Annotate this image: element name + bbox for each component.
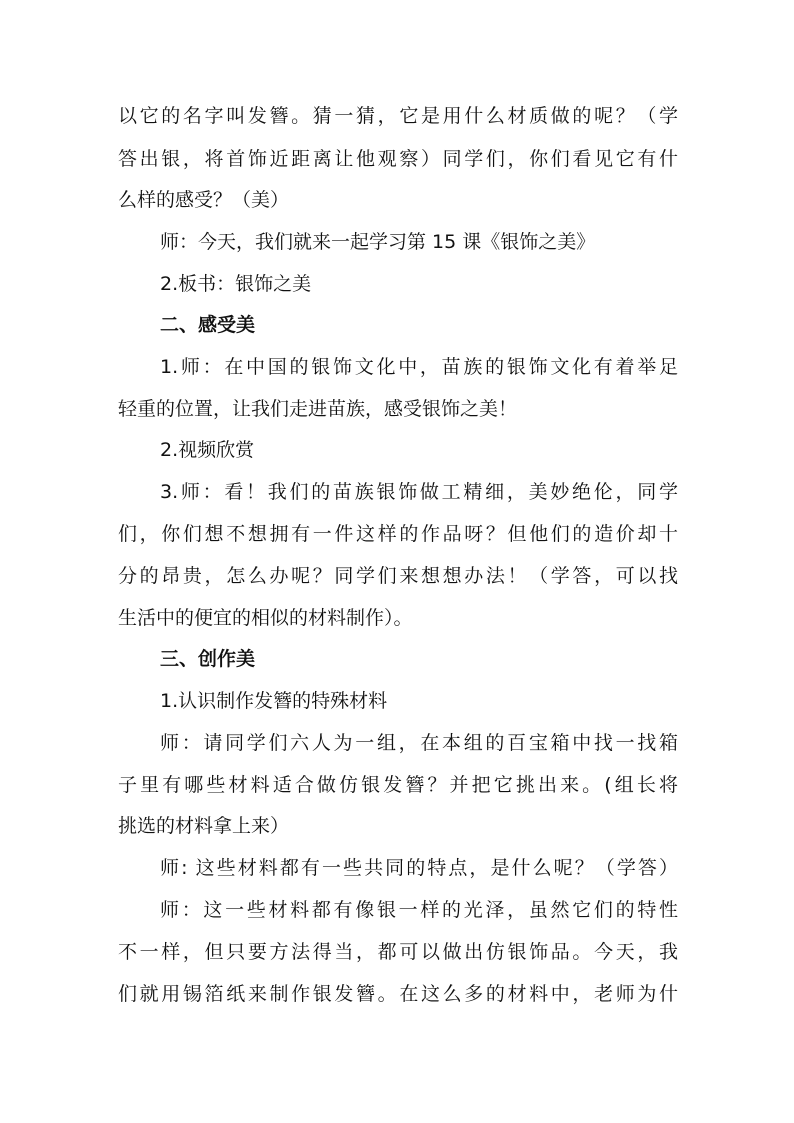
paragraph-line: 生活中的便宜的相似的材料制作）。: [118, 607, 413, 629]
paragraph-line: 师：请同学们六人为一组，在本组的百宝箱中找一找箱: [160, 732, 678, 754]
paragraph-line: 们就用锡箔纸来制作银发簪。在这么多的材料中，老师为什: [118, 983, 678, 1005]
paragraph-line: 师：这一些材料都有像银一样的光泽，虽然它们的特性: [160, 899, 678, 921]
section-heading: 二、感受美: [160, 314, 256, 336]
paragraph-line: 1.认识制作发簪的特殊材料: [160, 690, 388, 712]
paragraph-line: 分的昂贵，怎么办呢？同学们来想想办法！（学答，可以找: [118, 565, 678, 587]
paragraph-line: 3.师：看！我们的苗族银饰做工精细，美妙绝伦，同学: [160, 481, 678, 503]
paragraph-line: 师：今天，我们就来一起学习第 15 课《银饰之美》: [160, 231, 596, 253]
section-heading: 三、创作美: [160, 648, 256, 670]
paragraph-line: 1.师：在中国的银饰文化中，苗族的银饰文化有着举足: [160, 356, 678, 378]
paragraph-line: 2.视频欣赏: [160, 439, 255, 461]
paragraph-line: 轻重的位置，让我们走进苗族，感受银饰之美！: [118, 398, 518, 420]
paragraph-line: 子里有哪些材料适合做仿银发簪？并把它挑出来。(组长将: [118, 774, 678, 796]
paragraph-line: 么样的感受？（美）: [118, 189, 290, 211]
paragraph-line: 不一样，但只要方法得当，都可以做出仿银饰品。今天，我: [118, 941, 678, 963]
paragraph-line: 以它的名字叫发簪。猜一猜，它是用什么材质做的呢？（学: [118, 105, 678, 127]
paragraph-line: 挑选的材料拿上来）: [118, 815, 290, 837]
paragraph-line: 们，你们想不想拥有一件这样的作品呀？但他们的造价却十: [118, 523, 678, 545]
paragraph-line: 2.板书：银饰之美: [160, 273, 312, 295]
paragraph-line: 师: 这些材料都有一些共同的特点，是什么呢？（学答）: [160, 857, 678, 879]
paragraph-line: 答出银，将首饰近距离让他观察）同学们，你们看见它有什: [118, 148, 678, 170]
